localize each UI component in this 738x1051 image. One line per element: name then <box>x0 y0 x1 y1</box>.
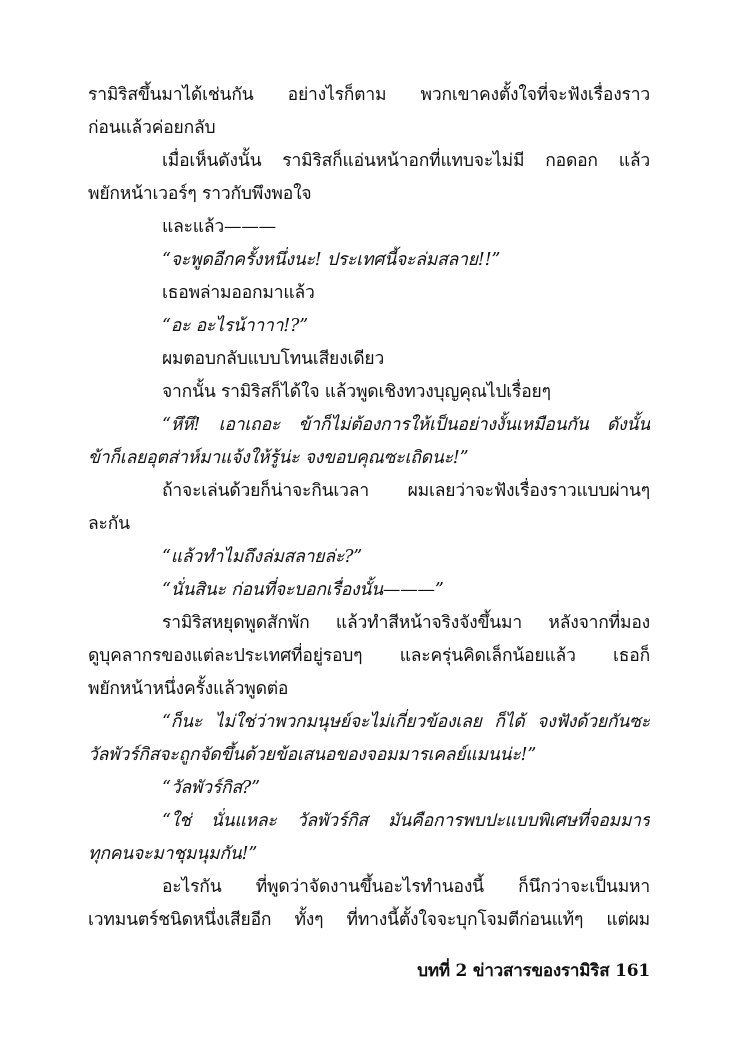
text-line-5: และแล้ว——— <box>162 217 276 237</box>
text-line-7: เธอพล่ามออกมาแล้ว <box>162 283 315 303</box>
text-line-26: เวทมนตร์ชนิดหนึ่งเสียอีก ทั้งๆ ที่ทางนี้ตั้งใจจะบุกโจมตีก่อนแท้ๆ แต่ผม <box>88 910 650 930</box>
text-line-22: “วัลพัวร์กิส?” <box>162 778 260 798</box>
text-line-13: ถ้าจะเล่นด้วยก็น่าจะกินเวลา ผมเลยว่าจะฟังเรื่องราวแบบผ่านๆ <box>162 481 650 501</box>
text-line-25: อะไรกัน ที่พูดว่าจัดงานขึ้นอะไรทำนองนี้ ก็นึกว่าจะเป็นมหา <box>162 877 650 897</box>
text-line-4: พยักหน้าเวอร์ๆ ราวกับพึงพอใจ <box>88 184 312 204</box>
text-line-1: รามิริสขึ้นมาได้เช่นกัน อย่างไรก็ตาม พวกเขาคงตั้งใจที่จะฟังเรื่องราว <box>88 85 650 105</box>
text-line-14: ละกัน <box>88 514 130 534</box>
text-line-6: “จะพูดอีกครั้งหนึ่งนะ! ประเทศนี้จะล่มสลาย!!” <box>162 250 501 270</box>
text-line-16: “นั่นสินะ ก่อนที่จะบอกเรื่องนั้น———” <box>162 580 444 600</box>
text-line-19: พยักหน้าหนึ่งครั้งแล้วพูดต่อ <box>88 679 289 699</box>
text-line-24: ทุกคนจะมาชุมนุมกัน!” <box>88 844 258 864</box>
page-footer: บทที่ 2 ข่าวสารของรามิริส 161 <box>417 961 650 981</box>
text-line-23: “ใช่ นั่นแหละ วัลพัวร์กิส มันคือการพบปะแบบพิเศษที่จอมมาร <box>162 811 650 831</box>
text-line-12: ข้าก็เลยอุตส่าห์มาแจ้งให้รู้น่ะ จงขอบคุณซะเถิดนะ!” <box>88 448 469 468</box>
text-line-3: เมื่อเห็นดังนั้น รามิริสก็แอ่นหน้าอกที่แทบจะไม่มี กอดอก แล้ว <box>162 151 650 171</box>
text-line-21: วัลพัวร์กิสจะถูกจัดขึ้นด้วยข้อเสนอของจอมมารเคลย์แมนน่ะ!” <box>88 745 537 765</box>
text-line-9: ผมตอบกลับแบบโทนเสียงเดียว <box>162 349 385 369</box>
text-line-17: รามิริสหยุดพูดสักพัก แล้วทำสีหน้าจริงจังขึ้นมา หลังจากที่มอง <box>162 613 650 633</box>
text-line-10: จากนั้น รามิริสก็ได้ใจ แล้วพูดเชิงทวงบุญคุณไปเรื่อยๆ <box>162 382 551 402</box>
text-line-18: ดูบุคลากรของแต่ละประเทศที่อยู่รอบๆ และครุ่นคิดเล็กน้อยแล้ว เธอก็ <box>88 646 650 666</box>
text-line-11: “หึหึ! เอาเถอะ ข้าก็ไม่ต้องการให้เป็นอย่างงั้นเหมือนกัน ดังนั้น <box>162 415 650 435</box>
text-line-8: “อะ อะไรน้าาาา!?” <box>162 316 308 336</box>
text-line-20: “ก็นะ ไม่ใช่ว่าพวกมนุษย์จะไม่เกี่ยวข้องเลย ก็ได้ จงฟังด้วยกันซะ <box>162 712 650 732</box>
text-line-2: ก่อนแล้วค่อยกลับ <box>88 118 216 138</box>
text-line-15: “แล้วทำไมถึงล่มสลายล่ะ?” <box>162 547 363 567</box>
